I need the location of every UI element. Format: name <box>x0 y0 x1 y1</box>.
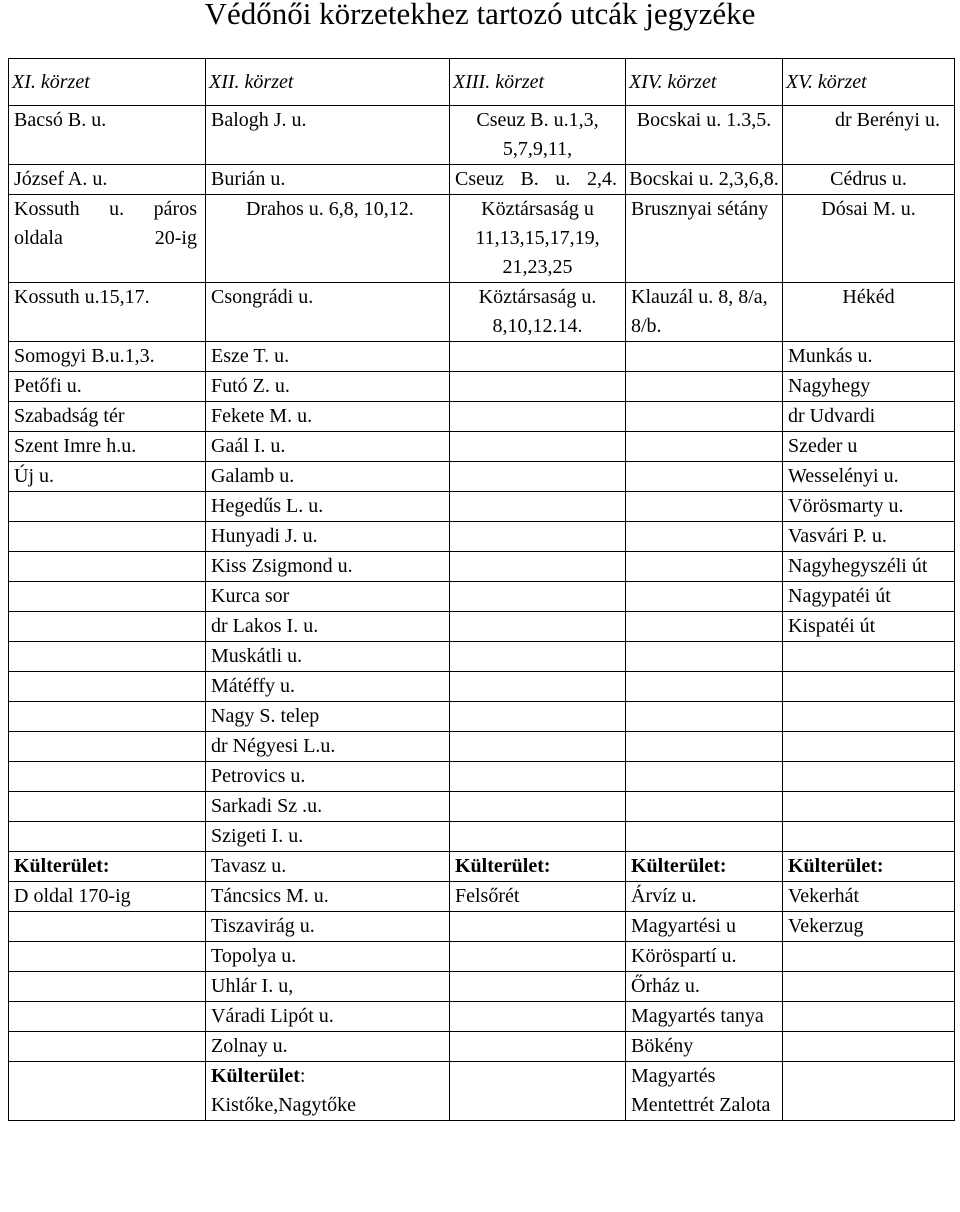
table-cell: Kiss Zsigmond u. <box>206 552 450 582</box>
header-cell: XII. körzet <box>206 59 450 106</box>
table-row <box>9 702 955 732</box>
table-cell <box>9 972 206 1002</box>
table-row <box>9 1062 955 1121</box>
table-row <box>9 372 955 402</box>
table-cell: Felsőrét <box>450 882 626 912</box>
table-cell: Szent Imre h.u. <box>9 432 206 462</box>
table-row <box>9 522 955 552</box>
table-cell <box>450 432 626 462</box>
table-cell <box>206 1062 450 1121</box>
table-cell <box>9 1002 206 1032</box>
table-cell: Szigeti I. u. <box>206 822 450 852</box>
table-cell <box>9 702 206 732</box>
table-cell: Petőfi u. <box>9 372 206 402</box>
table-cell: Tavasz u. <box>206 852 450 882</box>
table-cell <box>626 462 783 492</box>
table-cell <box>450 402 626 432</box>
table-row <box>9 106 955 165</box>
table-cell: Hékéd <box>783 283 955 342</box>
table-cell <box>450 582 626 612</box>
table-row <box>9 1002 955 1032</box>
table-cell <box>450 1062 626 1121</box>
table-cell: Új u. <box>9 462 206 492</box>
table-cell: Munkás u. <box>783 342 955 372</box>
header-cell: XI. körzet <box>9 59 206 106</box>
table-cell: D oldal 170-ig <box>9 882 206 912</box>
table-cell <box>626 492 783 522</box>
table-cell <box>626 792 783 822</box>
table-cell: Drahos u. 6,8, 10,12. <box>206 195 450 283</box>
table-cell: Kurca sor <box>206 582 450 612</box>
table-cell: Csongrádi u. <box>206 283 450 342</box>
table-cell <box>9 612 206 642</box>
table-cell <box>626 432 783 462</box>
kulterulet-label: Külterület: <box>626 852 783 882</box>
table-row <box>9 672 955 702</box>
table-cell <box>450 552 626 582</box>
cell-value: Kistőke,Nagytőke <box>211 1094 356 1116</box>
table-cell: Nagyhegy <box>783 372 955 402</box>
table-cell <box>450 342 626 372</box>
table-cell: Bocskai u. 2,3,6,8. <box>626 165 783 195</box>
table-cell <box>9 822 206 852</box>
table-cell: Fekete M. u. <box>206 402 450 432</box>
table-cell: Wesselényi u. <box>783 462 955 492</box>
kulterulet-label: Külterület: <box>783 852 955 882</box>
table-cell <box>450 462 626 492</box>
table-cell: Nagy S. telep <box>206 702 450 732</box>
table-cell <box>626 612 783 642</box>
table-cell <box>783 702 955 732</box>
table-cell: Kossuth u. páros oldala 20-ig <box>9 195 206 283</box>
table-cell: Bökény <box>626 1032 783 1062</box>
table-cell: Dósai M. u. <box>783 195 955 283</box>
table-row <box>9 582 955 612</box>
table-cell: József A. u. <box>9 165 206 195</box>
table-cell <box>783 672 955 702</box>
table-cell <box>450 942 626 972</box>
table-cell: Táncsics M. u. <box>206 882 450 912</box>
kulterulet-label: Külterület: <box>9 852 206 882</box>
table-cell: Szeder u <box>783 432 955 462</box>
table-cell <box>9 762 206 792</box>
table-cell <box>450 492 626 522</box>
table-cell <box>783 732 955 762</box>
table-row <box>9 732 955 762</box>
table-row <box>9 972 955 1002</box>
table-cell: Kossuth u.15,17. <box>9 283 206 342</box>
table-cell: Brusznyai sétány <box>626 195 783 283</box>
table-row <box>9 462 955 492</box>
table-cell: Köztársaság u. 8,10,12.14. <box>450 283 626 342</box>
table-cell: Cseuz B. u.1,3, 5,7,9,11, <box>450 106 626 165</box>
table-cell: Hunyadi J. u. <box>206 522 450 552</box>
header-cell: XV. körzet <box>783 59 955 106</box>
table-cell: Magyartés Mentettrét Zalota <box>626 1062 783 1121</box>
table-cell <box>783 942 955 972</box>
table-cell: Köztársaság u 11,13,15,17,19, 21,23,25 <box>450 195 626 283</box>
table-cell <box>9 522 206 552</box>
table-cell <box>783 822 955 852</box>
kulterulet-label: Külterület: <box>450 852 626 882</box>
table-cell: Gaál I. u. <box>206 432 450 462</box>
table-cell <box>9 942 206 972</box>
table-cell <box>9 792 206 822</box>
table-cell: Nagypatéi út <box>783 582 955 612</box>
table-cell <box>626 552 783 582</box>
table-cell <box>9 1062 206 1121</box>
table-cell <box>626 342 783 372</box>
table-cell: Esze T. u. <box>206 342 450 372</box>
districts-table <box>8 58 955 1121</box>
table-cell <box>626 762 783 792</box>
table-cell: dr Négyesi L.u. <box>206 732 450 762</box>
table-row <box>9 642 955 672</box>
table-cell: Somogyi B.u.1,3. <box>9 342 206 372</box>
table-cell <box>626 822 783 852</box>
table-cell <box>9 642 206 672</box>
header-row <box>9 59 955 106</box>
table-cell: Muskátli u. <box>206 642 450 672</box>
table-cell <box>783 972 955 1002</box>
table-cell: Vekerzug <box>783 912 955 942</box>
table-cell <box>626 702 783 732</box>
table-cell: Galamb u. <box>206 462 450 492</box>
page-title: Védőnői körzetekhez tartozó utcák jegyzéke <box>204 0 756 31</box>
table-cell: Balogh J. u. <box>206 106 450 165</box>
table-cell <box>450 612 626 642</box>
table-cell <box>9 912 206 942</box>
table-cell: Futó Z. u. <box>206 372 450 402</box>
table-row <box>9 552 955 582</box>
table-cell <box>9 492 206 522</box>
table-row <box>9 612 955 642</box>
kulterulet-label-row <box>9 852 955 882</box>
table-cell <box>626 402 783 432</box>
table-cell: Magyartési u <box>626 912 783 942</box>
table-cell <box>783 762 955 792</box>
table-cell: Sarkadi Sz .u. <box>206 792 450 822</box>
table-cell <box>450 642 626 672</box>
table-row <box>9 165 955 195</box>
table-cell <box>450 1002 626 1032</box>
table-cell: Szabadság tér <box>9 402 206 432</box>
table-row <box>9 942 955 972</box>
table-cell: dr Udvardi <box>783 402 955 432</box>
table-cell: Petrovics u. <box>206 762 450 792</box>
table-row <box>9 912 955 942</box>
table-row <box>9 792 955 822</box>
header-cell: XIII. körzet <box>450 59 626 106</box>
table-cell: Uhlár I. u, <box>206 972 450 1002</box>
table-cell <box>450 372 626 402</box>
table-cell: dr Berényi u. <box>783 106 955 165</box>
table-row <box>9 342 955 372</box>
table-cell: Vekerhát <box>783 882 955 912</box>
table-row <box>9 762 955 792</box>
table-cell: Burián u. <box>206 165 450 195</box>
table-row <box>9 882 955 912</box>
table-cell <box>626 732 783 762</box>
table-cell <box>626 672 783 702</box>
table-cell: Nagyhegyszéli út <box>783 552 955 582</box>
table-row <box>9 283 955 342</box>
table-cell <box>450 522 626 552</box>
table-cell <box>626 522 783 552</box>
table-cell <box>783 1002 955 1032</box>
table-cell: Vörösmarty u. <box>783 492 955 522</box>
table-cell: Bocskai u. 1.3,5. <box>626 106 783 165</box>
table-cell <box>783 792 955 822</box>
table-cell: Cédrus u. <box>783 165 955 195</box>
table-cell <box>626 372 783 402</box>
table-cell: Vasvári P. u. <box>783 522 955 552</box>
table-cell <box>626 642 783 672</box>
table-cell: Köröspartí u. <box>626 942 783 972</box>
colon: : <box>299 1065 306 1087</box>
table-row <box>9 492 955 522</box>
table-cell <box>9 672 206 702</box>
table-row <box>9 1032 955 1062</box>
table-cell: Topolya u. <box>206 942 450 972</box>
table-cell <box>450 702 626 732</box>
table-cell <box>450 792 626 822</box>
table-cell <box>450 1032 626 1062</box>
table-cell <box>783 1062 955 1121</box>
table-cell <box>450 762 626 792</box>
table-cell: Zolnay u. <box>206 1032 450 1062</box>
table-cell <box>9 552 206 582</box>
table-cell: Cseuz B. u. 2,4. <box>450 165 626 195</box>
table-cell <box>783 642 955 672</box>
kulterulet-label: Külterület <box>211 1065 300 1087</box>
table-cell <box>783 1032 955 1062</box>
table-cell: Hegedűs L. u. <box>206 492 450 522</box>
table-cell <box>450 912 626 942</box>
table-row <box>9 822 955 852</box>
table-cell: Kispatéi út <box>783 612 955 642</box>
table-cell <box>450 972 626 1002</box>
table-cell: Klauzál u. 8, 8/a, 8/b. <box>626 283 783 342</box>
table-cell <box>450 732 626 762</box>
table-cell <box>450 672 626 702</box>
table-row <box>9 432 955 462</box>
table-row <box>9 195 955 283</box>
table-cell <box>450 822 626 852</box>
table-row <box>9 402 955 432</box>
table-cell <box>626 582 783 612</box>
table-cell: Váradi Lipót u. <box>206 1002 450 1032</box>
table-cell: Őrház u. <box>626 972 783 1002</box>
table-cell: Magyartés tanya <box>626 1002 783 1032</box>
table-cell: Árvíz u. <box>626 882 783 912</box>
table-cell: dr Lakos I. u. <box>206 612 450 642</box>
table-cell: Mátéffy u. <box>206 672 450 702</box>
table-cell: Tiszavirág u. <box>206 912 450 942</box>
table-cell: Bacsó B. u. <box>9 106 206 165</box>
table-cell <box>9 732 206 762</box>
header-cell: XIV. körzet <box>626 59 783 106</box>
table-cell <box>9 1032 206 1062</box>
table-cell <box>9 582 206 612</box>
